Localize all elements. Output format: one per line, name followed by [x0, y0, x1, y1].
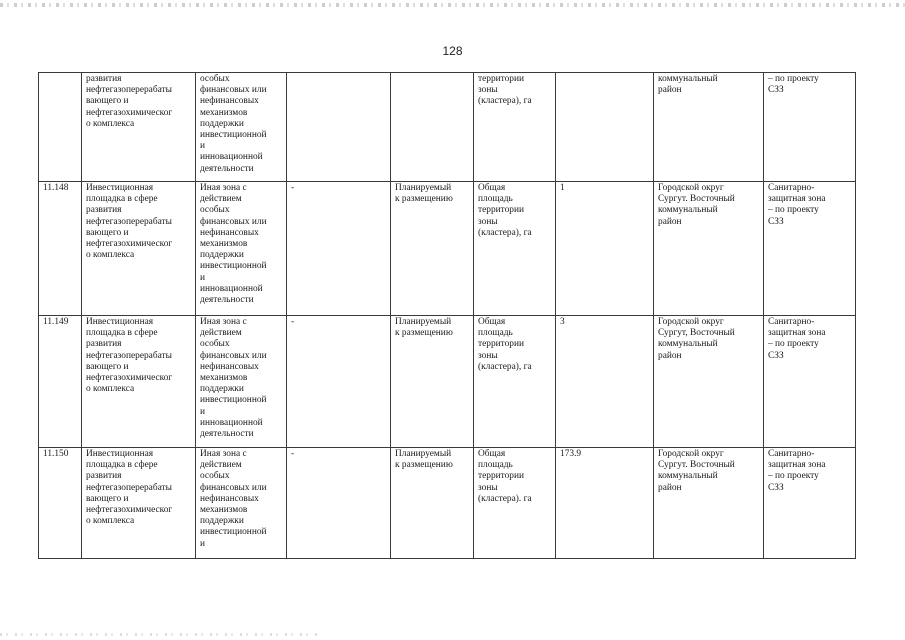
- cell-name: развития нефтегазоперерабаты вающего и нефтегазохимическог о комплекса: [82, 73, 196, 182]
- cell-location: коммунальный район: [654, 73, 764, 182]
- cell-characteristic: Общая площадь территории зоны (кластера), га: [474, 182, 556, 316]
- cell-name: Инвестиционная площадка в сфере развития нефтегазоперерабаты вающего и нефтегазохимическог о комплекса: [82, 448, 196, 559]
- cell-purpose: [287, 73, 391, 182]
- cell-restriction: Санитарно- защитная зона – по проекту СЗЗ: [764, 316, 856, 448]
- cell-name: Инвестиционная площадка в сфере развития нефтегазоперерабаты вающего и нефтегазохимическог о комплекса: [82, 182, 196, 316]
- cell-value: 173.9: [556, 448, 654, 559]
- cell-purpose: -: [287, 448, 391, 559]
- table-row: [39, 448, 856, 559]
- cell-purpose: -: [287, 182, 391, 316]
- cell-restriction: Санитарно- защитная зона – по проекту СЗЗ: [764, 448, 856, 559]
- cell-type: особых финансовых или нефинансовых механизмов поддержки инвестиционной и инновационной деятельности: [196, 73, 287, 182]
- scan-noise-bottom: [0, 633, 320, 636]
- cell-status: Планируемый к размещению: [391, 316, 474, 448]
- cell-type: Иная зона с действием особых финансовых или нефинансовых механизмов поддержки инвестиционной и: [196, 448, 287, 559]
- cell-type: Иная зона с действием особых финансовых или нефинансовых механизмов поддержки инвестиционной и инновационной деятельности: [196, 182, 287, 316]
- cell-characteristic: территории зоны (кластера), га: [474, 73, 556, 182]
- cell-characteristic: Общая площадь территории зоны (кластера), га: [474, 316, 556, 448]
- cell-type: Иная зона с действием особых финансовых или нефинансовых механизмов поддержки инвестиционной и инновационной деятельности: [196, 316, 287, 448]
- cell-location: Городской округ Сургут, Восточный коммунальный район: [654, 316, 764, 448]
- cell-characteristic: Общая площадь территории зоны (кластера). га: [474, 448, 556, 559]
- page-number: 128: [442, 44, 463, 58]
- cell-purpose: -: [287, 316, 391, 448]
- cell-location: Городской округ Сургут. Восточный коммунальный район: [654, 448, 764, 559]
- cell-value: 1: [556, 182, 654, 316]
- cell-name: Инвестиционная площадка в сфере развития нефтегазоперерабаты вающего и нефтегазохимическог о комплекса: [82, 316, 196, 448]
- cell-value: [556, 73, 654, 182]
- zones-table: [38, 72, 856, 559]
- cell-restriction: – по проекту СЗЗ: [764, 73, 856, 182]
- cell-number: 11.148: [39, 182, 82, 316]
- cell-status: Планируемый к размещению: [391, 182, 474, 316]
- table-row: [39, 182, 856, 316]
- cell-status: Планируемый к размещению: [391, 448, 474, 559]
- table-row: [39, 316, 856, 448]
- table-row: [39, 73, 856, 182]
- cell-restriction: Санитарно- защитная зона – по проекту СЗЗ: [764, 182, 856, 316]
- cell-value: 3: [556, 316, 654, 448]
- cell-number: [39, 73, 82, 182]
- cell-status: [391, 73, 474, 182]
- cell-number: 11.149: [39, 316, 82, 448]
- cell-number: 11.150: [39, 448, 82, 559]
- scan-noise-top: [0, 3, 905, 7]
- cell-location: Городской округ Сургут. Восточный коммунальный район: [654, 182, 764, 316]
